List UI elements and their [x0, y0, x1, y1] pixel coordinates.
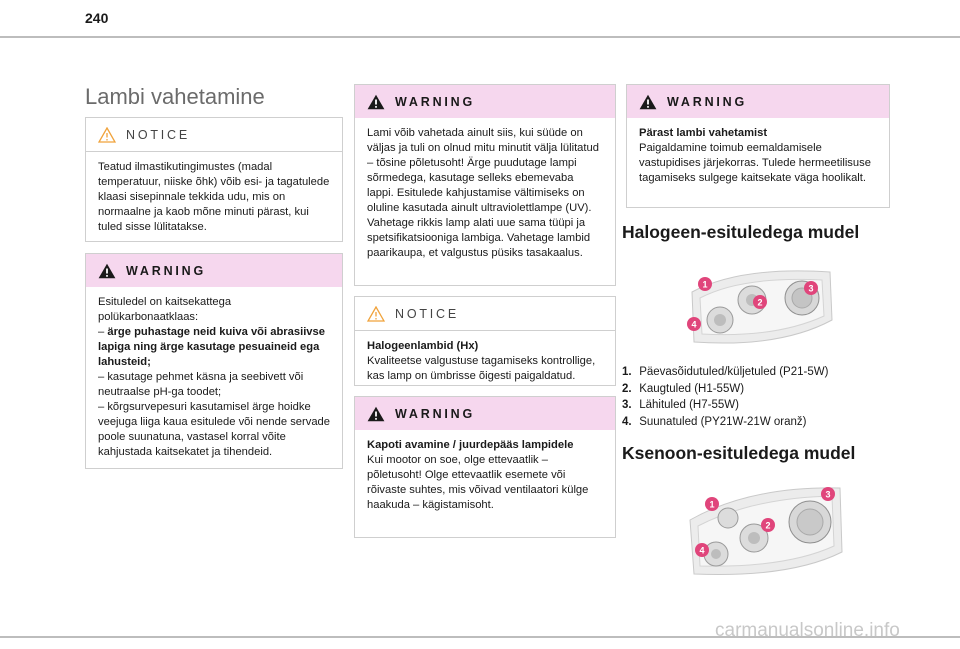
- warning-header: [355, 397, 615, 430]
- svg-text:2: 2: [757, 297, 763, 308]
- warning-text: Lami võib vahetada ainult siis, kui süüde on väljas ja tuli on olnud mitu minutit välja lülitatud – tõsine põletusoht! Ärge puudutage lampi sõrmedega, kasutage selleks ebemevaba lappi. Esitulede kahjustamise vältimiseks on oluline kasutada ainult ultraviolettlampe (UV). Vahetage rikkis lamp alati uue sama tüüpi ja spetsifikatsiooniga lambiga. Vahetage lambid paarikaupa, et valgustus püsiks tasakaalus.: [367, 127, 599, 259]
- warning-box-2: [354, 84, 616, 286]
- warning-title: Kapoti avamine / juurdepääs lampidele: [367, 439, 574, 451]
- notice-text: Kvaliteetse valgustuse tagamiseks kontrollige, kas lamp on ümbrisse õigesti paigaldatud.: [367, 355, 596, 382]
- warning-header: [355, 85, 615, 118]
- halogen-headlamp-illustration: [680, 262, 840, 352]
- notice-triangle-icon: [367, 306, 385, 322]
- list-item: 2. Kaugtuled (H1-55W): [622, 382, 745, 395]
- callout-3: [821, 487, 835, 501]
- svg-text:4: 4: [699, 545, 705, 556]
- list-item: 1. Päevasõidutuled/küljetuled (P21-5W): [622, 366, 829, 378]
- svg-text:3: 3: [808, 283, 814, 294]
- callout-2: [753, 295, 767, 309]
- warning-dash: –: [98, 326, 105, 338]
- callout-1: [705, 497, 719, 511]
- notice-title: Halogeenlambid (Hx): [367, 340, 479, 352]
- notice-label: NOTICE: [395, 306, 460, 321]
- warning-triangle-icon: [639, 94, 657, 110]
- notice-text: Teatud ilmastikutingimustes (madal temperatuur, niiske õhk) võib esi- ja tagatulede klaasi sisepinnale tekkida udu, mis on normaalne ja kaob mõne minuti pärast, kui tuled sisse lülitatakse.: [98, 161, 330, 233]
- notice-label: NOTICE: [126, 127, 191, 142]
- warning-title: Pärast lambi vahetamist: [639, 127, 768, 139]
- svg-text:1: 1: [709, 499, 715, 510]
- list-item: 3. Lähituled (H7-55W): [622, 399, 739, 411]
- warning-label: WARNING: [395, 406, 476, 421]
- halogen-heading: Halogeen-esituledega mudel: [622, 222, 860, 242]
- warning-box-1: [85, 253, 343, 469]
- warning-label: WARNING: [126, 263, 207, 278]
- warning-intro: Esituledel on kaitsekattega polükarbonaatklaas:: [98, 296, 232, 323]
- notice-header: [86, 118, 342, 152]
- warning-box-3: [354, 396, 616, 538]
- page-number: 240: [85, 10, 109, 26]
- xenon-headlamp-illustration: [680, 482, 850, 582]
- warning-text: Kui mootor on soe, olge ettevaatlik – põletusoht! Olge ettevaatlik esemete või rõivaste suhtes, mis võivad ventilaatori külge haakuda – kägistamisoht.: [367, 454, 589, 511]
- halogen-bulb-list: [622, 364, 828, 430]
- svg-text:1: 1: [702, 279, 708, 290]
- watermark: carmanualsonline.info: [715, 620, 900, 641]
- warning-label: WARNING: [395, 94, 476, 109]
- xenon-heading: Ksenoon-esituledega mudel: [622, 443, 856, 463]
- warning-line-3: – kõrgsurvepesuri kasutamisel ärge hoidke veejuga liiga kaua esitulede või nende servade poole suunatuna, vastasel korral võite kahjustada kaitsekatet ja tihendeid.: [98, 401, 330, 458]
- callout-3: [804, 281, 818, 295]
- warning-bold-text: ärge puhastage neid kuiva või abrasiivse lapiga ning ärge kasutage pesuaineid ega lahusteid;: [98, 326, 325, 368]
- notice-header: [355, 297, 615, 331]
- warning-header: [86, 254, 342, 287]
- svg-text:3: 3: [825, 489, 831, 500]
- warning-box-4: [626, 84, 890, 208]
- notice-box-2: [354, 296, 616, 386]
- section-title: Lambi vahetamine: [85, 84, 265, 109]
- svg-text:2: 2: [765, 520, 771, 531]
- notice-box-1: [85, 117, 343, 242]
- header-rule: [0, 36, 960, 38]
- warning-text: Paigaldamine toimub eemaldamisele vastupidises järjekorras. Tulede hermeetilisuse tagamiseks sulgege kaitsekate väga hoolikalt.: [639, 142, 871, 184]
- list-item: 4. Suunatuled (PY21W-21W oranž): [622, 415, 807, 428]
- callout-2: [761, 518, 775, 532]
- warning-label: WARNING: [667, 94, 748, 109]
- warning-triangle-icon: [367, 406, 385, 422]
- svg-text:4: 4: [691, 319, 697, 330]
- callout-4: [695, 543, 709, 557]
- warning-triangle-icon: [98, 263, 116, 279]
- callout-4: [687, 317, 701, 331]
- warning-line-2: – kasutage pehmet käsna ja seebivett või neutraalse pH-ga toodet;: [98, 371, 304, 398]
- warning-header: [627, 85, 889, 118]
- warning-triangle-icon: [367, 94, 385, 110]
- callout-1: [698, 277, 712, 291]
- notice-triangle-icon: [98, 127, 116, 143]
